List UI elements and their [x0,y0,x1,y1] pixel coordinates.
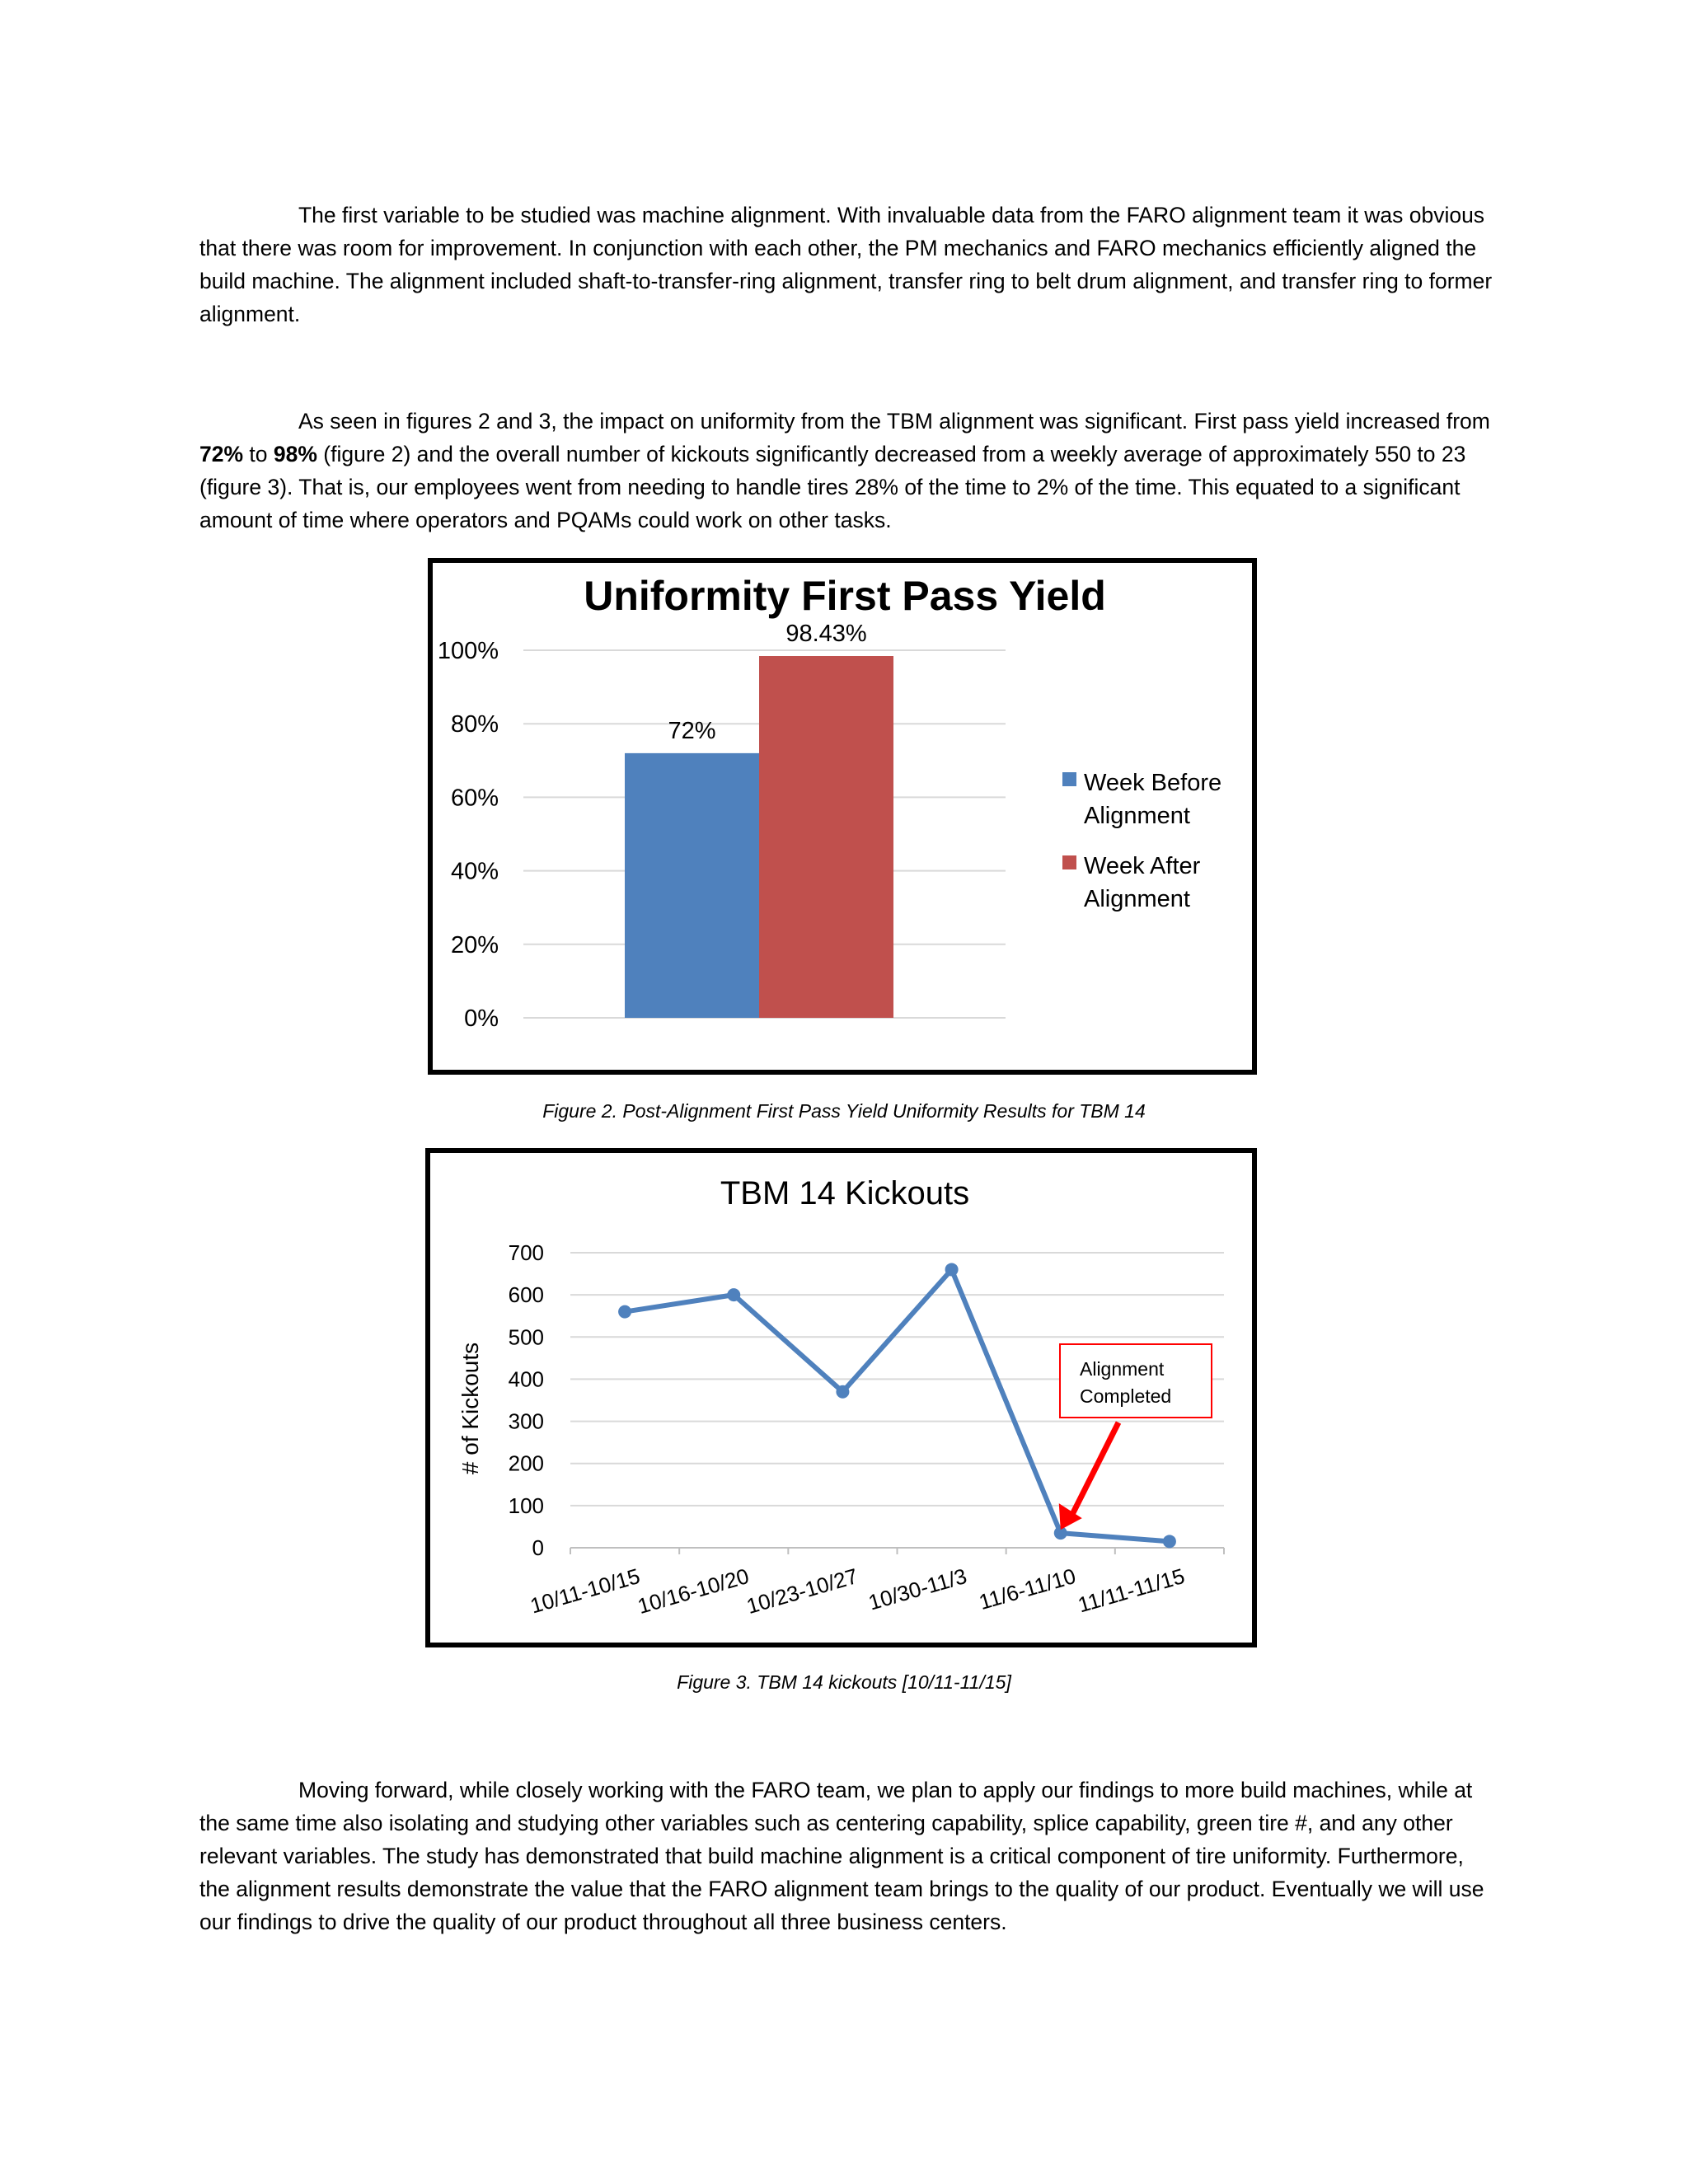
y-tick-label: 80% [450,711,499,738]
paragraph-text: The first variable to be studied was machine alignment. With invaluable data from the FARO alignment team it was obvious that there was room for improvement. In conjunction with each other, the PM mechanics and FARO mechanics efficiently aligned the build machine. The alignment included shaft-to-transfer-ring alignment, transfer ring to belt drum alignment, and transfer ring to former alignment. [199,203,1493,326]
bar [759,656,893,1018]
y-tick-label: 200 [508,1451,544,1476]
paragraph-alignment-impact [199,405,1498,537]
y-tick-label: 0 [532,1535,544,1560]
figure-2-caption: Figure 2. Post-Alignment First Pass Yield Uniformity Results for TBM 14 [542,1100,1146,1122]
y-tick-label: 60% [450,785,499,812]
y-tick-label: 0% [464,1005,499,1032]
paragraph-text: Moving forward, while closely working with the FARO team, we plan to apply our findings to more build machines, while at the same time also isolating and studying other variables such as centering capability, splice capability, green tire #, and any other relevant variables. The study has demonstrated that build machine alignment is a critical component of tire uniformity. Furthermore, the alignment results demonstrate the value that the FARO alignment team brings to the quality of our product. Eventually we will use our findings to drive the quality of our product throughout all three business centers. [199,1778,1484,1934]
chart-first-pass-yield [428,558,1257,1075]
paragraph-text-d: (figure 2) and the overall number of kickouts significantly decreased from a weekly average of approximately 550 to 23 (figure 3). That is, our employees went from needing to handle tires 28% of the time to 2% of the time. This equated to a significant amount of time where operators and PQAMs could work on other tasks. [199,442,1466,532]
data-point [1163,1535,1176,1548]
x-tick-label: 10/30-11/3 [865,1563,970,1615]
chart-first-pass-yield-svg [433,563,1252,1070]
data-label: 98.43% [785,621,867,648]
annotation-arrow [1072,1422,1118,1515]
data-point [945,1263,959,1276]
paragraph-alignment-intro [199,199,1498,330]
y-tick-label: 300 [508,1408,544,1434]
y-tick-label: 700 [508,1240,544,1265]
y-tick-label: 20% [450,931,499,958]
data-point [618,1305,631,1319]
chart-kickouts [425,1148,1257,1647]
y-tick-label: 600 [508,1282,544,1308]
y-axis-label: # of Kickouts [457,1342,483,1475]
chart-title: Uniformity First Pass Yield [584,573,1106,619]
data-point [836,1385,849,1399]
x-tick-label: 10/23-10/27 [743,1563,861,1619]
y-tick-label: 400 [508,1366,544,1392]
bold-after-value: 98% [273,442,317,466]
y-tick-label: 100% [437,638,499,664]
legend-swatch [1062,772,1076,786]
x-tick-label: 11/6-11/10 [976,1563,1079,1615]
x-tick-label: 10/11-10/15 [527,1563,643,1619]
y-tick-label: 40% [450,858,499,885]
paragraph-text-c: to [243,442,274,466]
y-tick-label: 100 [508,1493,544,1518]
figure-3-caption: Figure 3. TBM 14 kickouts [10/11-11/15] [677,1671,1011,1693]
chart-title: TBM 14 Kickouts [720,1175,970,1212]
data-point [727,1288,740,1301]
legend-label: Week Before Alignment [1084,770,1222,829]
x-tick-label: 11/11-11/15 [1075,1563,1188,1618]
paragraph-text-a: As seen in figures 2 and 3, the impact on uniformity from the TBM alignment was significant. First pass yield increased from [298,409,1490,434]
bar [625,753,759,1018]
y-tick-label: 500 [508,1324,544,1350]
legend-label: Week After Alignment [1084,853,1201,912]
x-tick-label: 10/16-10/20 [635,1563,752,1619]
annotation-text: Alignment Completed [1080,1358,1172,1407]
legend-swatch [1062,855,1076,869]
data-label: 72% [668,717,716,744]
chart-kickouts-svg [430,1153,1252,1643]
bold-before-value: 72% [199,442,244,466]
paragraph-moving-forward [199,1774,1498,1938]
